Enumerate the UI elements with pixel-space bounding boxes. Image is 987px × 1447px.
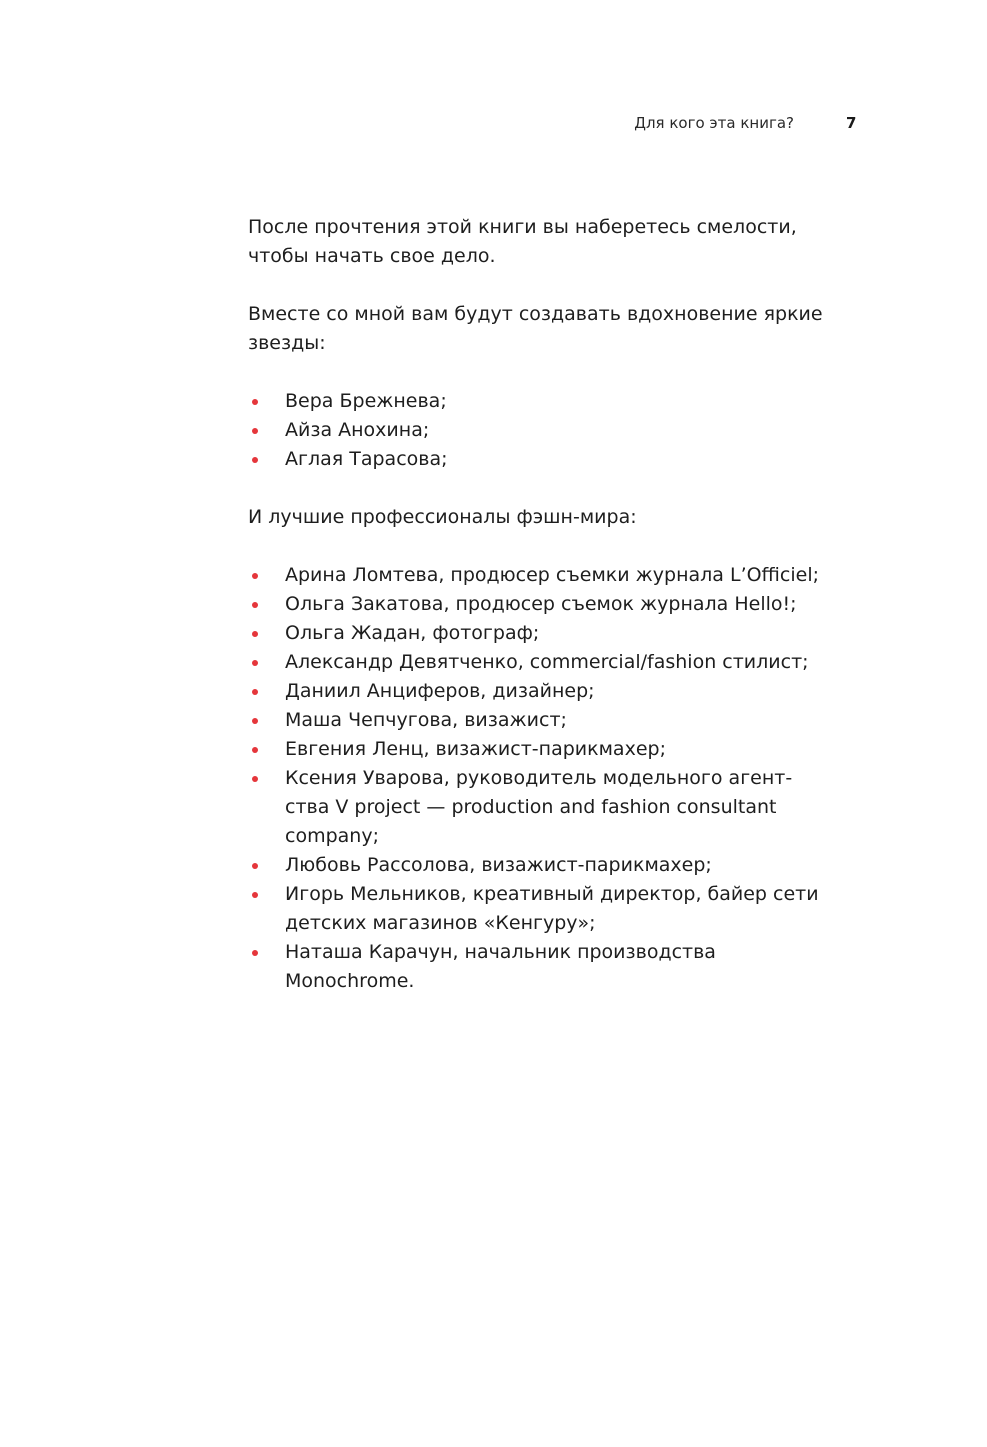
list-item bbox=[248, 880, 858, 938]
list-item-text: Любовь Рассолова, визажист-парикмахер; bbox=[285, 854, 712, 876]
professionals-list bbox=[248, 561, 858, 996]
list-item-text: Александр Девятченко, commercial/fashion стилист; bbox=[285, 651, 809, 673]
list-item-text: детских магазинов «Кенгуру»; bbox=[285, 912, 596, 934]
list-item bbox=[248, 677, 858, 706]
stars-intro-line: Вместе со мной вам будут создавать вдохновение яркие bbox=[248, 303, 823, 325]
bullet-icon bbox=[252, 863, 258, 869]
list-item-text: Аглая Тарасова; bbox=[285, 448, 448, 470]
stars-intro-paragraph bbox=[248, 300, 858, 358]
list-item-text: Ксения Уварова, руководитель модельного агент- bbox=[285, 767, 793, 789]
list-item-text: Айза Анохина; bbox=[285, 419, 430, 441]
list-item-text: Маша Чепчугова, визажист; bbox=[285, 709, 567, 731]
list-item bbox=[248, 735, 858, 764]
bullet-icon bbox=[252, 776, 258, 782]
list-item bbox=[248, 387, 858, 416]
list-item-text: Ольга Жадан, фотограф; bbox=[285, 622, 540, 644]
list-item bbox=[248, 706, 858, 735]
bullet-icon bbox=[252, 718, 258, 724]
list-item bbox=[248, 851, 858, 880]
list-item bbox=[248, 619, 858, 648]
list-item bbox=[248, 561, 858, 590]
list-item bbox=[248, 416, 858, 445]
bullet-icon bbox=[252, 747, 258, 753]
bullet-icon bbox=[252, 631, 258, 637]
intro-line: чтобы начать свое дело. bbox=[248, 245, 496, 267]
page-body bbox=[248, 213, 858, 996]
page-number: 7 bbox=[846, 114, 857, 132]
bullet-icon bbox=[252, 602, 258, 608]
bullet-icon bbox=[252, 689, 258, 695]
list-item-text: ства V project — production and fashion consultant bbox=[285, 796, 777, 818]
bullet-icon bbox=[252, 399, 258, 405]
list-item-text: Ольга Закатова, продюсер съемок журнала Hello!; bbox=[285, 593, 797, 615]
intro-paragraph bbox=[248, 213, 858, 271]
list-item bbox=[248, 938, 858, 996]
bullet-icon bbox=[252, 457, 258, 463]
list-item-text: Наташа Карачун, начальник производства bbox=[285, 941, 716, 963]
list-item bbox=[248, 764, 858, 851]
bullet-icon bbox=[252, 892, 258, 898]
list-item-text: Вера Брежнева; bbox=[285, 390, 447, 412]
list-item-text: Даниил Анциферов, дизайнер; bbox=[285, 680, 595, 702]
list-item-text: Игорь Мельников, креативный директор, байер сети bbox=[285, 883, 819, 905]
running-header-title: Для кого эта книга? bbox=[634, 114, 794, 132]
bullet-icon bbox=[252, 428, 258, 434]
list-item bbox=[248, 590, 858, 619]
list-item-text: company; bbox=[285, 825, 379, 847]
list-item bbox=[248, 648, 858, 677]
intro-line: После прочтения этой книги вы наберетесь смелости, bbox=[248, 216, 797, 238]
bullet-icon bbox=[252, 950, 258, 956]
list-item-text: Monochrome. bbox=[285, 970, 415, 992]
running-header bbox=[0, 113, 987, 133]
list-item-text: Арина Ломтева, продюсер съемки журнала L’Officiel; bbox=[285, 564, 820, 586]
pros-intro-paragraph: И лучшие профессионалы фэшн-мира: bbox=[248, 506, 637, 528]
bullet-icon bbox=[252, 660, 258, 666]
list-item bbox=[248, 445, 858, 474]
stars-intro-line: звезды: bbox=[248, 332, 326, 354]
bullet-icon bbox=[252, 573, 258, 579]
list-item-text: Евгения Ленц, визажист-парикмахер; bbox=[285, 738, 666, 760]
stars-list bbox=[248, 387, 858, 474]
